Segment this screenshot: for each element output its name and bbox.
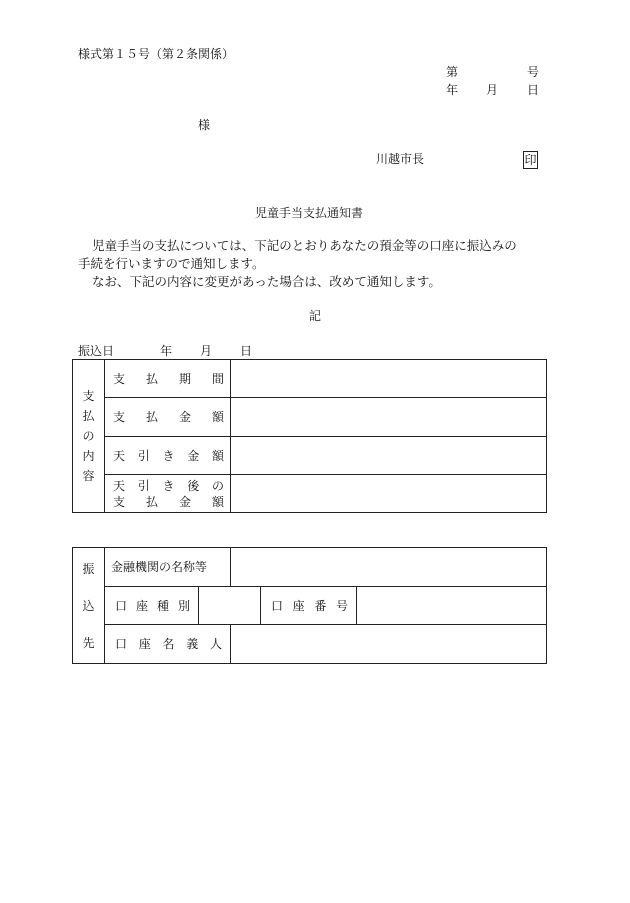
document-title: 児童手当支払通知書 xyxy=(255,206,364,220)
deduction-value[interactable] xyxy=(231,437,547,475)
label-char: 引 xyxy=(137,478,150,493)
bank-table xyxy=(72,547,547,664)
label-char: 名 xyxy=(162,637,175,651)
side-char: 込 xyxy=(82,598,95,613)
payment-period-label xyxy=(105,360,231,398)
after-deduction-value[interactable] xyxy=(231,475,547,513)
label-char: 番 xyxy=(314,598,327,613)
label-char: 金 xyxy=(178,494,191,509)
account-number-value[interactable] xyxy=(357,587,547,625)
label-char: 別 xyxy=(177,598,190,613)
transfer-date-label: 振込日 xyxy=(78,344,115,358)
account-number-label xyxy=(261,587,357,625)
side-char: 支 xyxy=(82,389,95,403)
date-day-label: 日 xyxy=(527,83,540,97)
label-char: 号 xyxy=(335,598,348,613)
label-char: 払 xyxy=(145,371,158,386)
label-char: 払 xyxy=(145,494,158,509)
payment-table xyxy=(72,359,547,513)
seal-mark: 印 xyxy=(524,153,537,167)
date-month-label: 月 xyxy=(486,83,499,97)
account-type-label xyxy=(105,587,199,625)
holder-row xyxy=(73,625,547,664)
label-char: 後 xyxy=(187,478,200,493)
after-deduction-row xyxy=(73,475,547,513)
payment-period-value[interactable] xyxy=(231,360,547,398)
transfer-date-year: 年 xyxy=(160,344,173,358)
institution-label-text: 金融機関の名称等 xyxy=(111,560,208,574)
label-char: 座 xyxy=(292,598,305,613)
label-char: 額 xyxy=(211,494,224,509)
label-char: 座 xyxy=(138,637,151,651)
body-line-1: 児童手当の支払については、下記のとおりあなたの預金等の口座に振込みの xyxy=(92,238,517,253)
label-char: 間 xyxy=(211,371,224,386)
label-char: の xyxy=(211,478,224,493)
seal-box xyxy=(523,151,538,169)
payment-amount-value[interactable] xyxy=(231,398,547,437)
institution-label xyxy=(105,548,231,587)
label-char: 期 xyxy=(178,371,191,386)
label-char: 額 xyxy=(211,448,224,463)
payment-side-label xyxy=(73,360,105,513)
ki-heading: 記 xyxy=(309,309,322,323)
after-deduction-label xyxy=(105,475,231,513)
account-row xyxy=(73,587,547,625)
label-char: 種 xyxy=(156,598,169,613)
label-char: 口 xyxy=(115,637,128,651)
label-char: 口 xyxy=(271,598,284,613)
label-char: 払 xyxy=(145,410,158,424)
label-char: 金 xyxy=(187,448,200,463)
transfer-date-month: 月 xyxy=(200,344,213,358)
body-line-2: 手続を行いますので通知します。 xyxy=(78,256,265,271)
deduction-row xyxy=(73,437,547,475)
payment-amount-row xyxy=(73,398,547,437)
payment-period-row xyxy=(73,360,547,398)
label-char: 金 xyxy=(178,410,191,424)
number-suffix: 号 xyxy=(527,65,540,79)
bank-side-label xyxy=(73,548,105,664)
label-char: き xyxy=(162,478,175,493)
side-char: の xyxy=(82,429,95,443)
institution-row xyxy=(73,548,547,587)
body-line-3: なお、下記の内容に変更があった場合は、改めて通知します。 xyxy=(92,274,441,289)
form-number: 様式第１５号（第２条関係） xyxy=(78,47,235,61)
label-char: き xyxy=(162,448,175,463)
label-char: 座 xyxy=(135,598,148,613)
label-char: 額 xyxy=(211,410,224,424)
institution-value[interactable] xyxy=(231,548,547,587)
side-char: 先 xyxy=(82,635,95,650)
label-char: 支 xyxy=(113,494,126,509)
deduction-label xyxy=(105,437,231,475)
label-char: 人 xyxy=(210,637,223,651)
side-char: 容 xyxy=(82,469,95,483)
recipient-honorific: 様 xyxy=(198,118,211,132)
label-char: 引 xyxy=(137,448,150,463)
label-char: 義 xyxy=(186,637,199,651)
side-char: 振 xyxy=(82,561,95,576)
label-char: 口 xyxy=(115,598,128,613)
date-year-label: 年 xyxy=(446,83,459,97)
label-char: 天 xyxy=(113,448,126,463)
label-char: 支 xyxy=(113,410,126,424)
sender-name: 川越市長 xyxy=(376,152,425,166)
label-char: 天 xyxy=(113,478,126,493)
label-char: 支 xyxy=(113,371,126,386)
payment-amount-label xyxy=(105,398,231,437)
account-type-value[interactable] xyxy=(199,587,261,625)
side-char: 内 xyxy=(82,449,95,463)
account-holder-label xyxy=(105,625,231,664)
account-holder-value[interactable] xyxy=(231,625,547,664)
side-char: 払 xyxy=(82,409,95,423)
number-prefix: 第 xyxy=(446,65,459,79)
transfer-date-day: 日 xyxy=(240,344,253,358)
